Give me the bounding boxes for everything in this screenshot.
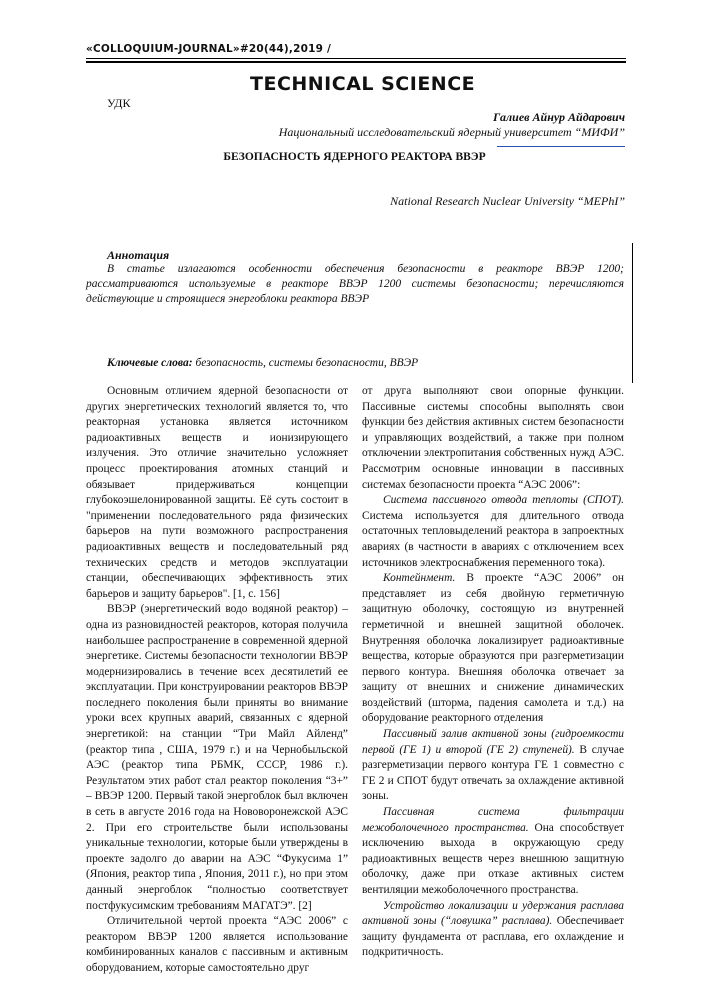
- system-item: [362, 571, 624, 727]
- body-paragraph: Основным отличием ядерной безопасности от других энергетических технологий является то, что реакторная установка является источником радиоактивных веществ и ионизирующего излучения. Это отличие значительно усложняет процесс проектирования атомных станций и обязывает придерживаться концепции глубокоэшелонированной защиты. Её суть состоит в "применении последовательного ряда физических барьеров на пути возможного распространения радиоактивных веществ и последовательный ряд технических средств и методов эксплуатации станции, обеспечивающих эффективность этих барьеров и защиту барьеров". [1, с. 156]: [86, 385, 348, 600]
- body-column-right: [362, 384, 624, 984]
- system-term: Пассивная система фильтрации межоболочечного пространства.: [362, 806, 624, 834]
- author-affiliation: Национальный исследовательский ядерный университет “МИФИ”: [278, 125, 625, 139]
- affiliation-underline: [497, 146, 625, 147]
- system-text: Она способствует исключению выхода в окружающую среду радиоактивных веществ через внешнюю защитную оболочку, даже при отказе активных систем вентиляции межоболочечного пространства.: [362, 821, 624, 896]
- abstract-text: В статье излагаются особенности обеспечения безопасности в реакторе ВВЭР 1200; рассматриваются используемые в реакторе ВВЭР 1200 системы безопасности; перечисляются действующие и строящиеся энергоблоки реактора ВВЭР: [86, 263, 624, 305]
- author-name: Галиев Айнур Айдарович: [493, 110, 625, 124]
- header-rule-thin: [86, 58, 626, 59]
- system-text: Система используется для длительного отвода остаточных тепловыделений реактора в запроектных авариях (в частности в авариях с отключением всех источников электроснабжения переменного тока).: [362, 509, 624, 569]
- body-paragraph: Отличительной чертой проекта “АЭС 2006” с реактором ВВЭР 1200 является использование комбинированных каналов с пассивным и активным оборудованием, которые самостоятельно друг: [86, 915, 348, 974]
- section-title: TECHNICAL SCIENCE: [250, 73, 476, 95]
- system-term: Устройство локализации и удержания расплава активной зоны (“ловушка” расплава).: [362, 899, 624, 928]
- system-term: Система пассивного отвода теплоты (СПОТ).: [383, 494, 624, 507]
- journal-header: «COLLOQUIUM-JOURNAL»#20(44),2019 /: [86, 43, 331, 55]
- article-title: БЕЗОПАСНОСТЬ ЯДЕРНОГО РЕАКТОРА ВВЭР: [223, 151, 486, 163]
- keywords-label: Ключевые слова:: [107, 357, 193, 369]
- body-paragraph: ВВЭР (энергетический водо водяной реактор) – одна из разновидностей реакторов, которая получила наибольшее распространение в современной ядерной энергетике. Системы безопасности технологии ВВЭР модернизировались в течение всех десятилетий ее эксплуатации. При конструировании реакторов ВВЭР последнего поколения были приняты во внимание уроки всех крупных аварий, связанных с ядерной энергетикой: на станции “Три Майл Айленд” (реактор типа , США, 1979 г.) и на Чернобыльской АЭС (реактор типа РБМК, СССР, 1986 г.). Результатом этих работ стал реактор поколения “3+” – ВВЭР 1200. Первый такой энергоблок был включен в сеть в августе 2016 года на Нововоронежской АЭС 2. При его строительстве были использованы уникальные технологии, которые были утверждены в проекте задолго до аварии на АЭС “Фукусима 1” (Япония, реактор типа , Япония, 2011 г.), но при этом данный энергоблок “полностью соответствует постфукусимским требованиям МАГАТЭ”. [2]: [86, 603, 348, 912]
- author-affiliation-en: National Research Nuclear University “MEPhI”: [390, 194, 625, 208]
- system-text: В случае разгерметизации первого контура ГЕ 1 совместно с ГЕ 2 и СПОТ будут отвечать за охлаждение активной зоны.: [362, 743, 624, 803]
- body-column-left: [86, 384, 348, 984]
- system-item: [362, 493, 624, 571]
- abstract-heading: Аннотация: [107, 248, 170, 262]
- margin-rule: [632, 243, 633, 383]
- system-item: [362, 727, 624, 805]
- body-paragraph: от друга выполняют свои опорные функции. Пассивные системы способны выполнять свои функции без действия активных систем безопасности и управляющих воздействий, а также при полном отключении электропитания собственных нужд АЭС. Рассмотрим основные инновации в пассивных системах безопасности проекта “АЭС 2006”:: [362, 385, 624, 491]
- keywords-text: безопасность, системы безопасности, ВВЭР: [192, 357, 419, 369]
- system-term: Контейнмент.: [383, 572, 456, 585]
- udk-label: УДК: [107, 96, 131, 110]
- system-item: [362, 805, 624, 899]
- system-text: В проекте “АЭС 2006” он представляет из себя двойную герметичную защитную оболочку, состоящую из внутренней герметичной и внешней защитной оболочек. Внутренняя оболочка локализирует радиоактивные вещества, которые образуются при разгерметизации первого контура. Внешняя оболочка отвечает за защиту от внешних и снижение динамических воздействий (шторма, падения самолета и т.д.) на оборудование реакторного отделения: [362, 572, 624, 725]
- system-item: [362, 899, 624, 961]
- keywords: [107, 357, 418, 369]
- header-rule-thick: [86, 61, 626, 63]
- system-text: Обеспечивает защиту фундамента от расплава, его охлаждение и подкритичность.: [362, 915, 624, 959]
- system-term: Пассивный залив активной зоны (гидроемкости первой (ГЕ 1) и второй (ГЕ 2) ступеней).: [362, 728, 624, 756]
